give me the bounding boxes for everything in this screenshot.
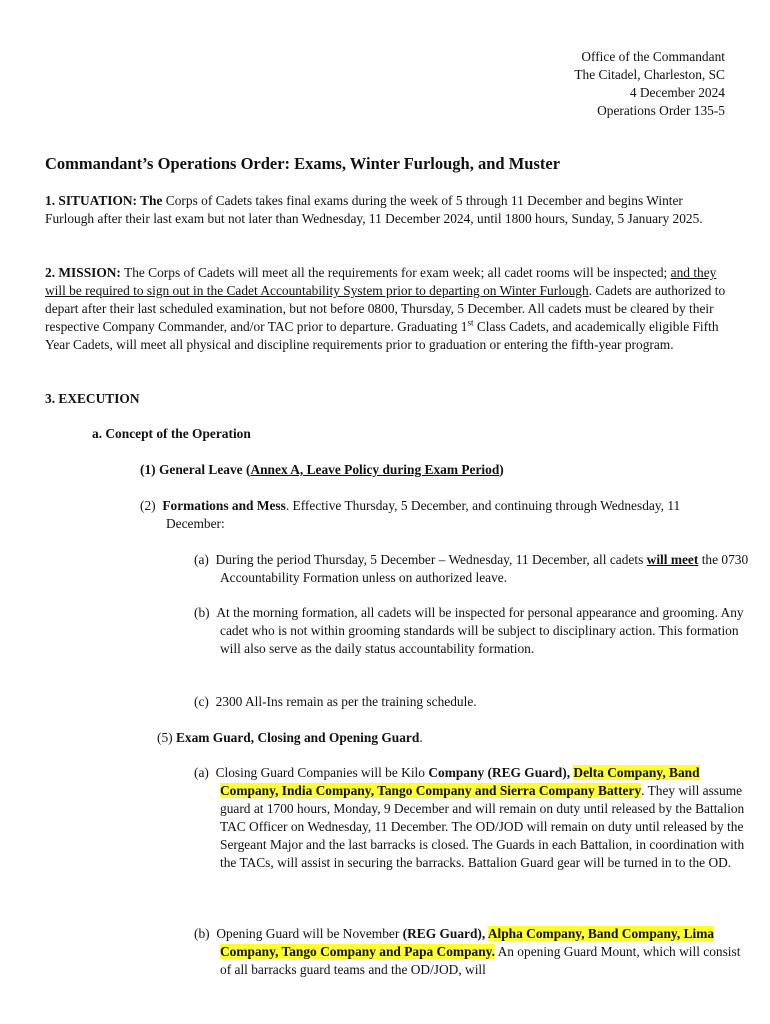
subitem-b-text: At the morning formation, all cadets will be inspected for personal appearance and grooming. Any cadet who is not within grooming standards will be subject to disciplinary action. This formation will also serve as the daily status accountability formation. <box>216 605 744 656</box>
guard-b-text-2: An opening Guard Mount, which will consist of all barracks guard teams and the OD/JOD, will <box>220 944 741 977</box>
guard-b-text-1: Opening Guard will be November <box>216 926 403 941</box>
mission-superscript: st <box>467 317 474 328</box>
situation-text: Corps of Cadets takes final exams during the week of 5 through 11 December and begins Winter Furlough after their last exam but not later than Wednesday, 11 December 2024, until 1800 hours, Sunday, 5 January 2025. <box>45 193 703 226</box>
november-reg-guard: (REG Guard), <box>402 926 488 941</box>
document-title: Commandant’s Operations Order: Exams, Winter Furlough, and Muster <box>45 154 561 173</box>
formations-subitem-a <box>194 551 750 587</box>
exam-guard-subitem-b <box>194 925 750 979</box>
annex-a-reference: Annex A, Leave Policy during Exam Period <box>250 462 500 477</box>
opening-guard-companies-highlight: Alpha Company, Band Company, Lima Company, Tango Company and Papa Company. <box>220 926 715 959</box>
kilo-reg-guard: Company (REG Guard), <box>428 765 574 780</box>
subitem-a-number: (a) <box>194 552 209 567</box>
general-leave-label: (1) General Leave ( <box>140 462 251 477</box>
date-line: 4 December 2024 <box>629 85 725 100</box>
formations-text: . Effective Thursday, 5 December, and continuing through Wednesday, 11 December: <box>166 498 681 531</box>
guard-b-number: (b) <box>194 926 210 941</box>
formations-number: (2) <box>140 498 156 513</box>
office-line: Office of the Commandant <box>581 49 725 64</box>
location-line: The Citadel, Charleston, SC <box>574 67 725 82</box>
mission-text-1: The Corps of Cadets will meet all the requirements for exam week; all cadet rooms will be inspected; <box>120 265 671 280</box>
situation-label: 1. SITUATION: The <box>45 193 163 208</box>
guard-a-number: (a) <box>194 765 209 780</box>
situation-paragraph <box>45 192 727 228</box>
exam-guard-label: Exam Guard, Closing and Opening Guard <box>175 730 420 745</box>
subitem-b-number: (b) <box>194 605 210 620</box>
letterhead <box>574 48 725 120</box>
execution-heading: 3. EXECUTION <box>45 391 140 406</box>
formations-item <box>140 497 726 533</box>
guard-a-text-1: Closing Guard Companies will be Kilo <box>215 765 429 780</box>
exam-guard-number: (5) <box>157 730 173 745</box>
guard-a-text-2: . They will assume guard at 1700 hours, Monday, 9 December and will remain on duty until released by the Battalion TAC Officer on Wednesday, 11 December. The OD/JOD will remain on duty until released by the Sergeant Major and the last barracks is closed. The Guards in each Battalion, in coordination with the TACs, will assist in securing the barracks. Battalion Guard gear will be turned in to the OD. <box>220 783 745 870</box>
concept-heading: a. Concept of the Operation <box>92 426 251 441</box>
subitem-c-text: 2300 All-Ins remain as per the training schedule. <box>215 694 477 709</box>
will-meet-emphasis: will meet <box>646 552 699 567</box>
exam-guard-period: . <box>419 730 423 745</box>
formations-label: Formations and Mess <box>162 498 286 513</box>
subitem-a-text-1: During the period Thursday, 5 December – Wednesday, 11 December, all cadets <box>215 552 647 567</box>
mission-label: 2. MISSION: <box>45 265 121 280</box>
order-number-line: Operations Order 135-5 <box>597 103 725 118</box>
mission-underlined-text: and they will be required to sign out in the Cadet Accountability System prior to departing on Winter Furlough <box>45 265 717 298</box>
exam-guard-item <box>157 729 423 747</box>
mission-paragraph <box>45 264 727 354</box>
closing-guard-companies-highlight: Delta Company, Band Company, India Company, Tango Company and Sierra Company Battery <box>220 765 700 798</box>
mission-text-3: Class Cadets, and academically eligible Fifth Year Cadets, will meet all physical and discipline requirements prior to graduation or entering the fifth-year program. <box>45 319 719 352</box>
general-leave-close: ) <box>499 462 504 477</box>
exam-guard-subitem-a <box>194 764 750 872</box>
subitem-c-number: (c) <box>194 694 209 709</box>
formations-subitem-b <box>194 604 750 658</box>
formations-subitem-c <box>194 693 750 711</box>
subitem-a-text-2: the 0730 Accountability Formation unless on authorized leave. <box>220 552 749 585</box>
mission-text-2: . Cadets are authorized to depart after their last scheduled examination, but not before 0800, Thursday, 5 December. All cadets must be cleared by their respective Company Commander, and/or TAC prior to departure. Graduating 1 <box>45 283 726 334</box>
general-leave-item <box>140 461 504 479</box>
